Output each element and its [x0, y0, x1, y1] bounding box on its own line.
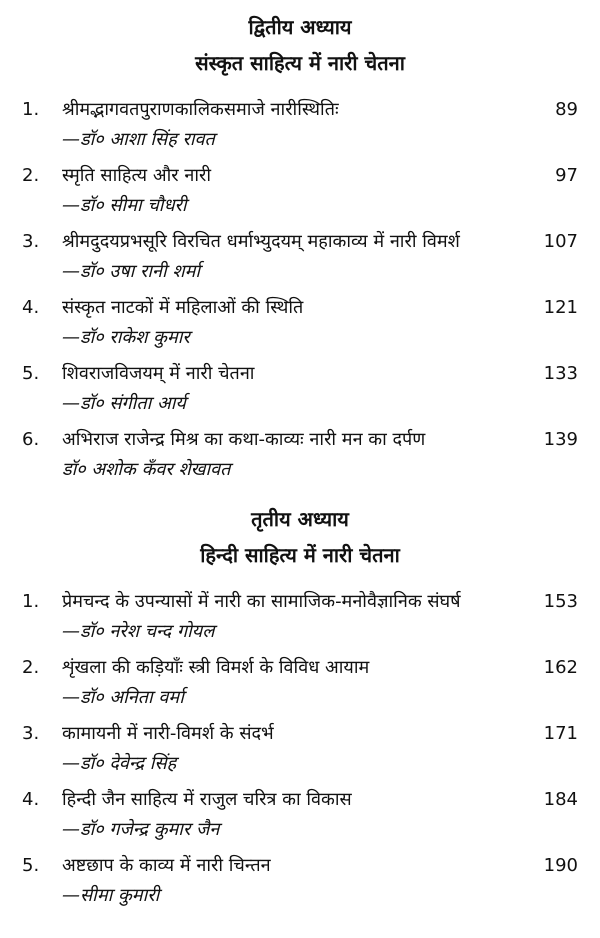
- list-item: [0, 722, 600, 786]
- entry-page-number: 162: [543, 657, 578, 678]
- entry-number: 2.: [22, 165, 40, 186]
- entry-author: —डॉ० गजेन्द्र कुमार जैन: [62, 819, 220, 840]
- entry-title: शृंखला की कड़ियाँः स्त्री विमर्श के विविध आयाम: [62, 657, 370, 678]
- entry-author: —सीमा कुमारी: [62, 885, 160, 906]
- entry-number: 6.: [22, 429, 40, 450]
- entry-author: —डॉ० राकेश कुमार: [62, 327, 190, 348]
- list-item: [0, 656, 600, 720]
- entry-page-number: 153: [543, 591, 578, 612]
- entry-number: 4.: [22, 297, 40, 318]
- entry-number: 2.: [22, 657, 40, 678]
- list-item: [0, 164, 600, 228]
- entry-title: श्रीमद्भागवतपुराणकालिकसमाजे नारीस्थितिः: [62, 99, 339, 120]
- entry-number: 5.: [22, 855, 40, 876]
- section-1-chapter-heading: द्वितीय अध्याय: [248, 15, 352, 39]
- entry-author: —डॉ० उषा रानी शर्मा: [62, 261, 201, 282]
- entry-page-number: 107: [543, 231, 578, 252]
- entry-title: अभिराज राजेन्द्र मिश्र का कथा-काव्यः नारी मन का दर्पण: [62, 429, 426, 450]
- section-2-chapter-heading: तृतीय अध्याय: [251, 507, 349, 531]
- entry-page-number: 190: [543, 855, 578, 876]
- list-item: [0, 98, 600, 162]
- entry-title: हिन्दी जैन साहित्य में राजुल चरित्र का विकास: [62, 789, 352, 810]
- entry-author: डॉ० अशोक कँवर शेखावत: [62, 459, 231, 480]
- entry-author: —डॉ० अनिता वर्मा: [62, 687, 184, 708]
- list-item: [0, 230, 600, 294]
- entry-author: —डॉ० संगीता आर्य: [62, 393, 186, 414]
- entry-title: श्रीमदुदयप्रभसूरि विरचित धर्माभ्युदयम् महाकाव्य में नारी विमर्श: [62, 231, 460, 252]
- entry-page-number: 139: [543, 429, 578, 450]
- list-item: [0, 296, 600, 360]
- entry-page-number: 133: [543, 363, 578, 384]
- entry-title: अष्टछाप के काव्य में नारी चिन्तन: [62, 855, 271, 876]
- entry-author: —डॉ० आशा सिंह रावत: [62, 129, 215, 150]
- entry-number: 1.: [22, 99, 40, 120]
- entry-page-number: 171: [543, 723, 578, 744]
- entry-page-number: 97: [555, 165, 578, 186]
- list-item: [0, 428, 600, 492]
- entry-page-number: 89: [555, 99, 578, 120]
- entry-number: 5.: [22, 363, 40, 384]
- entry-author: —डॉ० नरेश चन्द गोयल: [62, 621, 215, 642]
- entry-number: 4.: [22, 789, 40, 810]
- entry-title: शिवराजविजयम् में नारी चेतना: [62, 363, 255, 384]
- list-item: [0, 854, 600, 918]
- entry-page-number: 121: [543, 297, 578, 318]
- entry-author: —डॉ० सीमा चौधरी: [62, 195, 187, 216]
- entry-number: 3.: [22, 723, 40, 744]
- list-item: [0, 362, 600, 426]
- entry-title: प्रेमचन्द के उपन्यासों में नारी का सामाजिक-मनोवैज्ञानिक संघर्ष: [62, 591, 461, 612]
- entry-title: संस्कृत नाटकों में महिलाओं की स्थिति: [62, 297, 304, 318]
- entry-title: स्मृति साहित्य और नारी: [62, 165, 212, 186]
- entry-number: 1.: [22, 591, 40, 612]
- entry-author: —डॉ० देवेन्द्र सिंह: [62, 753, 177, 774]
- entry-page-number: 184: [543, 789, 578, 810]
- list-item: [0, 788, 600, 852]
- entry-title: कामायनी में नारी-विमर्श के संदर्भ: [62, 723, 274, 744]
- section-1-title: संस्कृत साहित्य में नारी चेतना: [195, 51, 405, 75]
- section-2-title: हिन्दी साहित्य में नारी चेतना: [200, 543, 400, 567]
- entry-number: 3.: [22, 231, 40, 252]
- list-item: [0, 590, 600, 654]
